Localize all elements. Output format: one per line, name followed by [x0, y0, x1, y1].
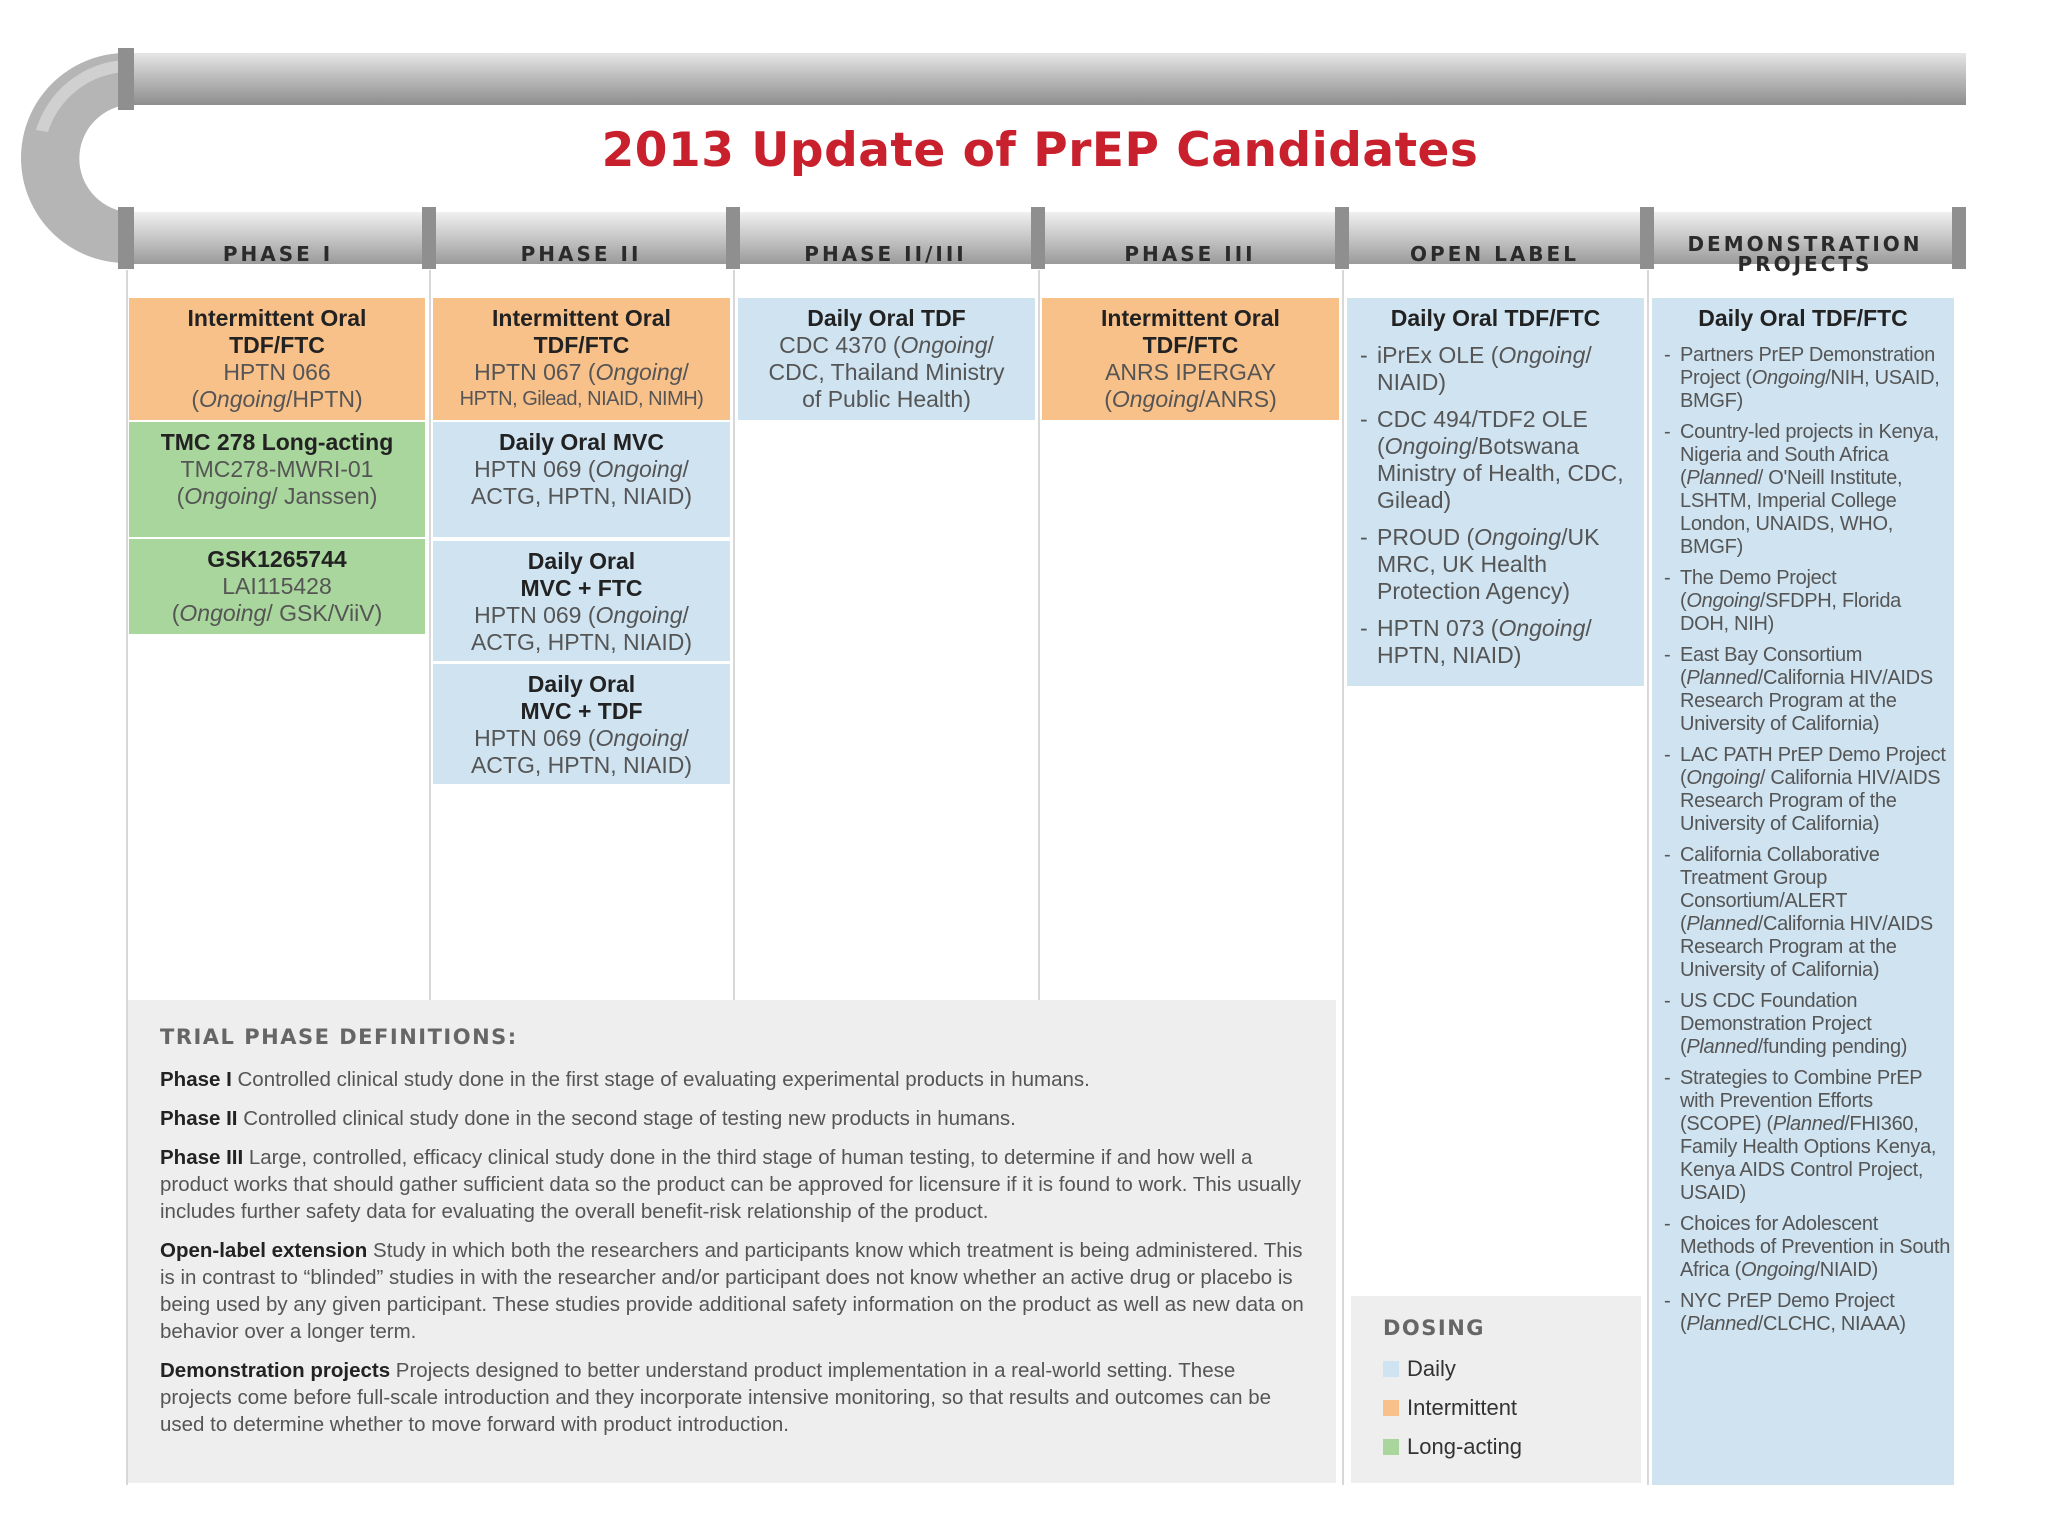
phase-2-3-label: PHASE II/III	[804, 242, 967, 266]
definition-phase-1: Phase I Controlled clinical study done in the first stage of evaluating experimental products in humans.	[160, 1068, 1090, 1091]
list-item: - CDC 494/TDF2 OLE (Ongoing/Botswana Ministry of Health, CDC, Gilead)	[1347, 406, 1644, 514]
box-title: Daily Oral TDF/FTC	[1698, 305, 1908, 331]
column-divider	[429, 270, 431, 1000]
definition-phase-3: Phase III Large, controlled, efficacy clinical study done in the third stage of human testing, to determine if and how well a product works that should gather sufficient data so the product can be approved for licensure if it is found to work. This usually includes further safety data for evaluating the overall benefit-risk relationship of the product.	[160, 1146, 1302, 1223]
trial-status: (Ongoing/ANRS)	[1104, 386, 1277, 412]
trial-sponsors: ACTG, HPTN, NIAID)	[470, 629, 693, 655]
trial-info: HPTN 069 (Ongoing/	[474, 456, 689, 482]
box-title: GSK1265744	[207, 546, 347, 572]
phase23-daily-oral-tdf	[738, 298, 1035, 420]
phase3-intermittent-tdf-ftc	[1042, 298, 1339, 420]
list-item: - LAC PATH PrEP Demo Project (Ongoing/ California HIV/AIDS Research Program of the University of California)	[1652, 744, 1954, 836]
box-title: Intermittent Oral TDF/FTC	[187, 305, 367, 358]
trial-name: TMC278-MWRI-01	[180, 456, 374, 482]
definition-open-label: Open-label extension Study in which both the researchers and participants know which treatment is being administered. This is in contrast to “blinded” studies in with the researcher and/or participant does not know whether an active drug or placebo is being used by any given participant. These studies provide additional safety information on the product as well as new data on behavior over a longer term.	[160, 1239, 1304, 1343]
trial-info: HPTN 067 (Ongoing/	[474, 359, 689, 385]
column-divider	[1342, 270, 1344, 1485]
list-item: - Partners PrEP Demonstration Project (Ongoing/NIH, USAID, BMGF)	[1652, 344, 1954, 413]
open-label-label: OPEN LABEL	[1410, 242, 1579, 266]
trial-info: CDC 4370 (Ongoing/	[779, 332, 994, 358]
box-title: Intermittent Oral TDF/FTC	[492, 305, 671, 358]
box-title: Daily Oral MVC	[499, 429, 664, 455]
list-item: - East Bay Consortium (Planned/California HIV/AIDS Research Program at the University of California)	[1652, 644, 1954, 736]
trial-sponsors: HPTN, Gilead, NIAID, NIMH)	[459, 388, 704, 410]
legend-long-acting: Long-acting	[1383, 1434, 1641, 1460]
trial-sponsors: ACTG, HPTN, NIAID)	[470, 483, 693, 509]
list-item: - Choices for Adolescent Methods of Prevention in South Africa (Ongoing/NIAID)	[1652, 1213, 1954, 1282]
box-title: Daily Oral MVC + FTC	[520, 548, 643, 601]
trial-info: HPTN 069 (Ongoing/	[474, 725, 689, 751]
list-item: - HPTN 073 (Ongoing/ HPTN, NIAID)	[1347, 615, 1644, 669]
dosing-legend	[1351, 1296, 1641, 1483]
list-item: - Country-led projects in Kenya, Nigeria and South Africa (Planned/ O'Neill Institute, LSHTM, Imperial College London, UNAIDS, WHO, BMGF)	[1652, 421, 1954, 559]
trial-status: (Ongoing/HPTN)	[191, 386, 363, 412]
definition-phase-2: Phase II Controlled clinical study done in the second stage of testing new products in humans.	[160, 1107, 1016, 1130]
long-acting-swatch	[1383, 1439, 1399, 1455]
demonstration-box	[1652, 298, 1954, 1485]
trial-sponsors: ACTG, HPTN, NIAID)	[470, 752, 693, 778]
demonstration-projects-label: DEMONSTRATION PROJECTS	[1687, 232, 1923, 276]
column-divider	[1647, 270, 1649, 1485]
open-label-list	[1347, 342, 1644, 669]
box-title: Intermittent Oral TDF/FTC	[1101, 305, 1280, 358]
demonstration-list	[1652, 344, 1954, 1336]
list-item: - NYC PrEP Demo Project (Planned/CLCHC, NIAAA)	[1652, 1290, 1954, 1336]
trial-name: HPTN 066	[223, 359, 331, 385]
definitions-heading: TRIAL PHASE DEFINITIONS:	[160, 1025, 518, 1049]
trial-name: LAI115428	[222, 573, 332, 599]
list-item: - Strategies to Combine PrEP with Prevention Efforts (SCOPE) (Planned/FHI360, Family Health Options Kenya, Kenya AIDS Control Project, USAID)	[1652, 1067, 1954, 1205]
phase-2-label: PHASE II	[520, 242, 642, 266]
phase1-tmc278	[129, 422, 425, 537]
phase1-gsk1265744	[129, 539, 425, 634]
list-item: - iPrEx OLE (Ongoing/ NIAID)	[1347, 342, 1644, 396]
definition-demonstration: Demonstration projects Projects designed to better understand product implementation in a real-world setting. These projects come before full-scale introduction and they incorporate intensive monitoring, so that results and outcomes can be used to determine whether to move forward with product introduction.	[160, 1359, 1272, 1436]
phase1-intermittent-tdf-ftc	[129, 298, 425, 420]
trial-status: (Ongoing/ Janssen)	[176, 483, 378, 509]
list-item: - PROUD (Ongoing/UK MRC, UK Health Protection Agency)	[1347, 524, 1644, 605]
box-title: TMC 278 Long-acting	[160, 429, 394, 455]
open-label-box	[1347, 298, 1644, 686]
trial-name: ANRS IPERGAY	[1105, 359, 1276, 385]
column-divider	[1038, 270, 1040, 1000]
list-item: - California Collaborative Treatment Group Consortium/ALERT (Planned/California HIV/AIDS Research Program at the University of California)	[1652, 844, 1954, 982]
box-title: Daily Oral TDF/FTC	[1390, 305, 1601, 331]
legend-daily: Daily	[1383, 1356, 1641, 1382]
trial-sponsors: CDC, Thailand Ministry of Public Health)	[768, 359, 1005, 412]
page-title: 2013 Update of PrEP Candidates	[601, 123, 1479, 178]
box-title: Daily Oral TDF	[807, 305, 966, 331]
trial-phase-definitions	[128, 1000, 1336, 1483]
phase-1-label: PHASE I	[222, 242, 334, 266]
phase-3-label: PHASE III	[1124, 242, 1256, 266]
daily-swatch	[1383, 1361, 1399, 1377]
box-title: Daily Oral MVC + TDF	[520, 671, 643, 724]
phase2-daily-oral-mvc-ftc	[433, 541, 730, 661]
phase2-daily-oral-mvc-tdf	[433, 664, 730, 784]
list-item: - US CDC Foundation Demonstration Project (Planned/funding pending)	[1652, 990, 1954, 1059]
legend-intermittent: Intermittent	[1383, 1395, 1641, 1421]
trial-info: HPTN 069 (Ongoing/	[474, 602, 689, 628]
phase2-intermittent-tdf-ftc	[433, 298, 730, 420]
intermittent-swatch	[1383, 1400, 1399, 1416]
column-divider	[733, 270, 735, 1000]
trial-status: (Ongoing/ GSK/ViiV)	[171, 600, 383, 626]
list-item: - The Demo Project (Ongoing/SFDPH, Florida DOH, NIH)	[1652, 567, 1954, 636]
phase2-daily-oral-mvc	[433, 422, 730, 537]
dosing-heading: DOSING	[1383, 1316, 1486, 1340]
top-pipe	[120, 53, 1966, 105]
